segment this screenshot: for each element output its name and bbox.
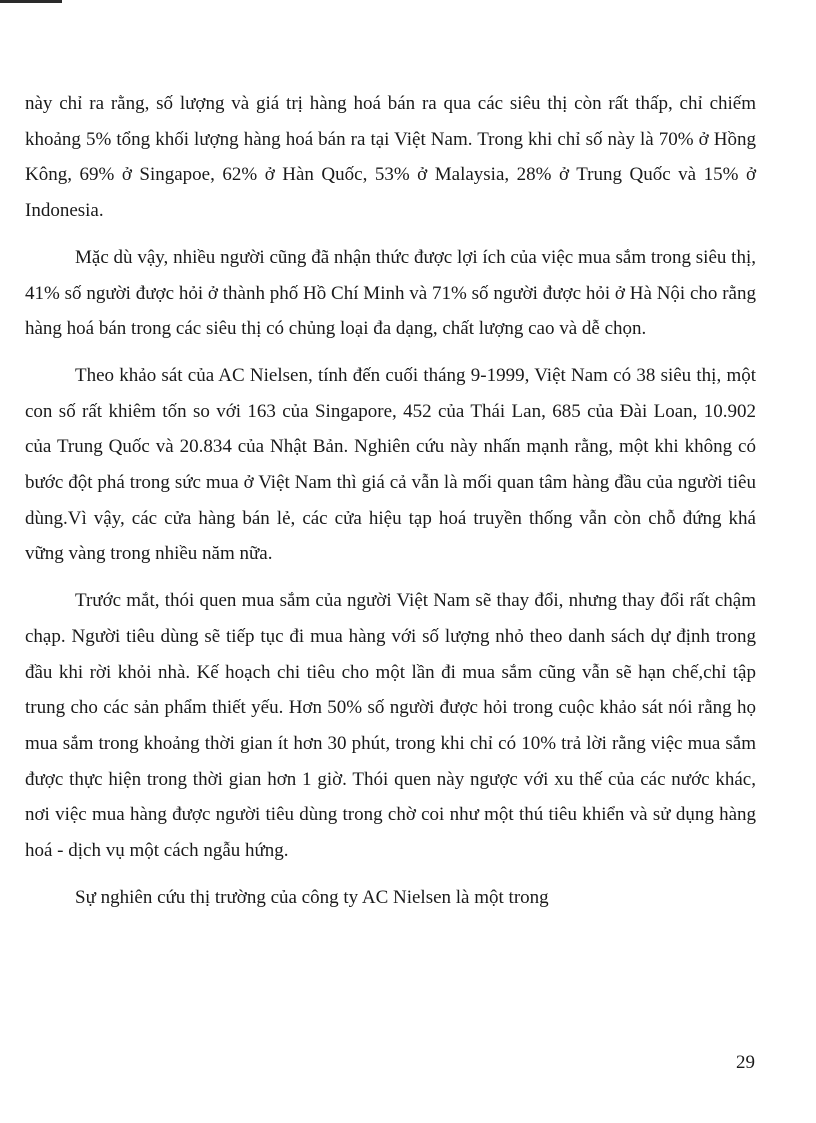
page-number: 29 bbox=[736, 1052, 755, 1073]
body-text bbox=[25, 86, 756, 926]
paragraph-4: Trước mắt, thói quen mua sắm của người Việt Nam sẽ thay đổi, nhưng thay đổi rất chậm chạp. Người tiêu dùng sẽ tiếp tục đi mua hàng với số lượng nhỏ theo danh sách dự định trong đầu khi rời khỏi nhà. Kế hoạch chi tiêu cho một lần đi mua sắm cũng vẫn sẽ hạn chế,chỉ tập trung cho các sản phẩm thiết yếu. Hơn 50% số người được hỏi trong cuộc khảo sát nói rằng họ mua sắm trong khoảng thời gian ít hơn 30 phút, trong khi chỉ có 10% trả lời rằng việc mua sắm được thực hiện trong thời gian hơn 1 giờ. Thói quen này ngược với xu thế của các nước khác, nơi việc mua hàng được người tiêu dùng trong chờ coi như một thú tiêu khiển và sử dụng hàng hoá - dịch vụ một cách ngẫu hứng. bbox=[25, 590, 756, 862]
scan-edge-mark bbox=[0, 0, 62, 3]
paragraph-5: Sự nghiên cứu thị trường của công ty AC Nielsen là một trong bbox=[75, 886, 549, 908]
paragraph-1: này chỉ ra rằng, số lượng và giá trị hàng hoá bán ra qua các siêu thị còn rất thấp, chỉ chiếm khoảng 5% tổng khối lượng hàng hoá bán ra tại Việt Nam. Trong khi chỉ số này là 70% ở Hồng Kông, 69% ở Singapoe, 62% ở Hàn Quốc, 53% ở Malaysia, 28% ở Trung Quốc và 15% ở Indonesia. bbox=[25, 93, 756, 222]
paragraph-2: Mặc dù vậy, nhiều người cũng đã nhận thức được lợi ích của việc mua sắm trong siêu thị, 41% số người được hỏi ở thành phố Hồ Chí Minh và 71% số người được hỏi ở Hà Nội cho rằng hàng hoá bán trong các siêu thị có chủng loại đa dạng, chất lượng cao và dễ chọn. bbox=[25, 246, 756, 340]
paragraph-3: Theo khảo sát của AC Nielsen, tính đến cuối tháng 9-1999, Việt Nam có 38 siêu thị, một con số rất khiêm tốn so với 163 của Singapore, 452 của Thái Lan, 685 của Đài Loan, 10.902 của Trung Quốc và 20.834 của Nhật Bản. Nghiên cứu này nhấn mạnh rằng, một khi không có bước đột phá trong sức mua ở Việt Nam thì giá cả vẫn là mối quan tâm hàng đầu của người tiêu dùng.Vì vậy, các cửa hàng bán lẻ, các cửa hiệu tạp hoá truyền thống vẫn còn chỗ đứng khá vững vàng trong nhiều năm nữa. bbox=[25, 364, 756, 565]
